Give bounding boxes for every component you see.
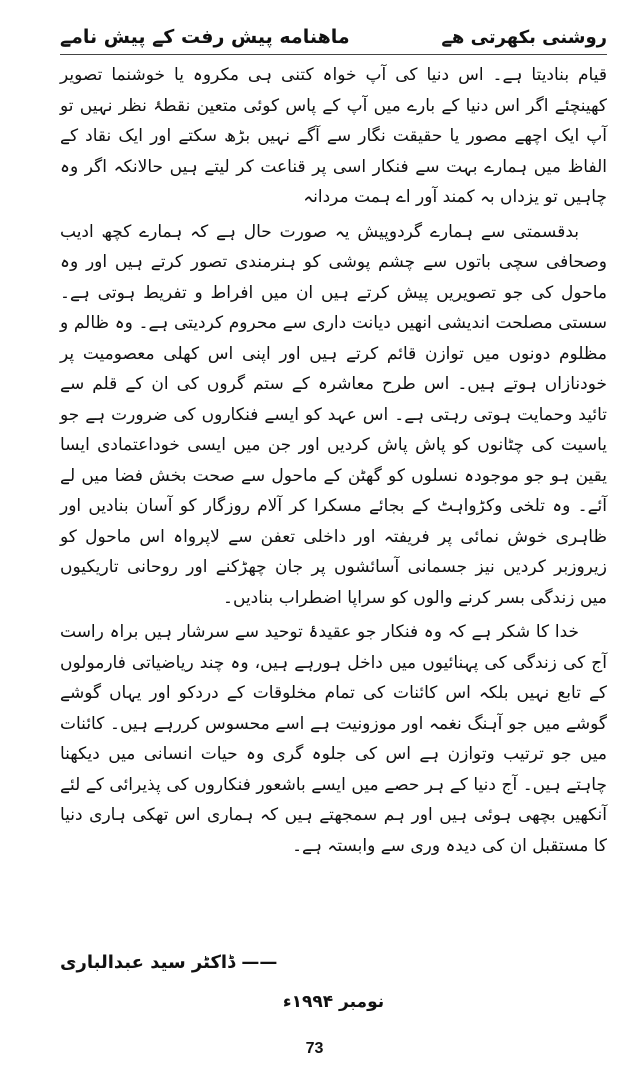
paragraph-2: بدقسمتی سے ہمارے گردوپیش یہ صورت حال ہے کہ ہمارے کچھ ادیب وصحافی سچی باتوں سے چشم پوشی کو ہنرمندی تصور کرتے ہیں اور وہ ماحول کی جو تصویریں پیش کرتے ہیں ان میں افراط و تفریط ہوتی ہے۔ سستی مصلحت اندیشی انھیں دیانت داری سے محروم کردیتی ہے۔ وہ ظالم و مظلوم دونوں میں توازن قائم کرتے ہیں اور اپنی اس کھلی معصومیت پر خودنازاں ہوتے ہیں۔ اس طرح معاشرہ کے ستم گروں کی ان کے قلم سے تائید وحمایت ہوتی رہتی ہے۔ اس عہد کو ایسے فنکاروں کی ضرورت ہے جو یاسیت کی چٹانوں کو پاش پاش کردیں اور جن میں ایسی خوداعتمادی ایسا یقین ہو جو موجودہ نسلوں کو گھٹن کے ماحول سے صحت بخش فضا میں لے آئے۔ وہ تلخی وکڑواہٹ کے بجائے مسکرا کر آلام روزگار کو آسان بنادیں اور ظاہری خوش نمائی پر فریفتہ اور داخلی تعفن سے لاپرواہ اس ماحول کو زیروزبر کردیں نیز جسمانی آسائشوں پر جان چھڑکنے اور روحانی تاریکیوں میں زندگی بسر کرنے والوں کو سراپا اضطراب بنادیں۔ <box>60 221 607 608</box>
header-divider <box>60 54 607 55</box>
page-number: 73 <box>305 1040 324 1057</box>
article-title: روشنی بکھرتی هے <box>441 27 607 48</box>
publication-date: نومبر ۱۹۹۴ء <box>282 992 385 1012</box>
page-header <box>60 14 607 48</box>
paragraph-1: قیام بنادیتا ہے۔ اس دنیا کی آپ خواہ کتنی ہی مکروہ یا خوشنما تصویر کھینچئے اگر اس دنیا کے بارے میں آپ کے پاس کوئی متعین نقطۂ نظر نہیں تو آپ ایک اچھے مصور یا حقیقت نگار سے آگے نہیں بڑھ سکتے اور ایک نقاد کے الفاظ میں ہمارے بہت سے فنکار اسی پر قناعت کر لیتے ہیں حالانکہ اگر وہ چاہیں تو یزداں بہ کمند آور اے ہمت مردانہ <box>60 65 607 207</box>
author-signature: —— ڈاکٹر سید عبدالباری <box>60 952 278 973</box>
article-body <box>60 60 607 865</box>
paragraph-3: خدا کا شکر ہے کہ وہ فنکار جو عقیدۂ توحید سے سرشار ہیں براہ راست آج کی زندگی کی پہنائیوں میں داخل ہورہے ہیں، وہ چند ریاضیاتی فارمولوں کے تابع نہیں بلکہ اس کائنات کی تمام مخلوقات کے دردکو اور یہاں گوشے گوشے میں جو آہنگ نغمہ اور موزونیت ہے اسے محسوس کررہے ہیں۔ کائنات میں جو ترتیب وتوازن ہے اس کی جلوہ گری وہ حیات انسانی میں دیکھنا چاہتے ہیں۔ آج دنیا کے ہر حصے میں ایسے باشعور فنکاروں کی پذیرائی کے لئے آنکھیں بچھی ہوئی ہیں اور ہم سمجھتے ہیں کہ ہماری اس تھکی ہاری دنیا کا مستقبل ان کی دیدہ وری سے وابستہ ہے۔ <box>60 622 607 856</box>
magazine-title: ماهنامه پیش رفت کے پیش نامے <box>60 26 350 48</box>
